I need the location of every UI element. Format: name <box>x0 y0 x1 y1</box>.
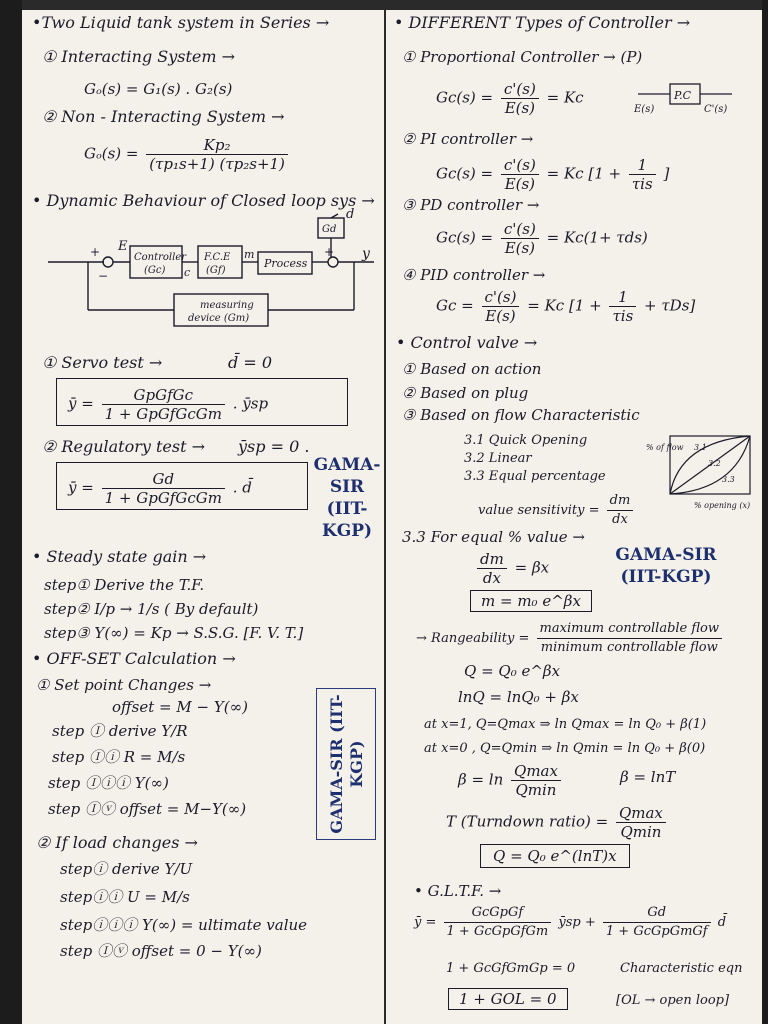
pd-label: ③ PD controller → <box>402 196 540 214</box>
eq-tail: + τDs] <box>644 296 696 315</box>
numerator: c'(s) <box>501 220 539 239</box>
load-step-3: stepⓘⓘⓘ Y(∞) = ultimate value <box>60 916 308 934</box>
watermark-stamp-right <box>606 544 726 588</box>
gltf-title: • G.L.T.F. → <box>414 882 502 900</box>
p-block-out: C'(s) <box>704 104 728 115</box>
curve-33: 3.3 <box>722 475 735 484</box>
cv-sub-31: 3.1 Quick Opening <box>464 433 588 448</box>
p-block-diagram <box>634 78 754 114</box>
fraction <box>102 470 225 507</box>
eq-mid: ȳsp + <box>558 915 596 930</box>
ssg-step-1: step① Derive the T.F. <box>44 576 205 594</box>
numerator: c'(s) <box>482 288 520 307</box>
denominator: E(s) <box>504 175 536 193</box>
graph-y-label: % of flow <box>646 443 684 452</box>
numerator: 1 <box>629 156 656 175</box>
numerator: Qmax <box>616 804 666 823</box>
stamp-line-2: (IIT-KGP) <box>321 499 373 541</box>
fraction-1 <box>444 904 552 941</box>
p-block-label: P.C <box>674 89 692 102</box>
denominator: Qmin <box>515 781 557 799</box>
eq-lhs: ȳ = <box>414 915 437 930</box>
eq-tail: d̄ <box>717 915 727 930</box>
at-x1: at x=1, Q=Qmax ⇒ ln Qmax = ln Q₀ + β(1) <box>424 717 707 732</box>
setpoint-step-4: step Ⓘⓥ offset = M−Y(∞) <box>48 800 247 818</box>
vertical-watermark-text: GAMA-SIR (IIT-KGP) <box>327 694 366 834</box>
char-box: 1 + GOL = 0 <box>448 988 568 1010</box>
pid-label: ④ PID controller → <box>402 266 546 284</box>
numerator: dm <box>607 492 634 511</box>
eq-rhs: = Kc [1 + <box>546 164 622 183</box>
denominator: 1 + GpGfGcGm <box>104 405 222 423</box>
load-step-4: step Ⓘⓥ offset = 0 − Y(∞) <box>60 942 262 960</box>
servo-eq <box>68 386 268 423</box>
process-block: Process <box>264 257 308 270</box>
fraction <box>501 220 539 257</box>
beta-rhs: β = lnT <box>620 768 676 786</box>
plus-sign-2: + <box>324 245 335 259</box>
vertical-watermark <box>316 688 376 840</box>
pid-eq <box>436 288 695 325</box>
eq-lhs: Gc(s) = <box>436 88 494 107</box>
top-edge <box>22 0 762 10</box>
denominator: 1 + GcGpGfGm <box>446 924 549 939</box>
stamp-line-2: (IIT-KGP) <box>620 567 712 587</box>
rangeability <box>416 620 725 657</box>
eq-lhs: Gc(s) = <box>436 164 494 183</box>
fce-sub: (Gf) <box>206 265 226 276</box>
d-label: d <box>346 207 355 222</box>
denominator: (τp₁s+1) (τp₂s+1) <box>149 155 285 173</box>
c-label: c <box>184 266 191 279</box>
eq-rhs: = Kc [1 + <box>527 296 602 315</box>
q-eq: Q = Q₀ e^βx <box>464 662 561 680</box>
servo-label: ① Servo test → <box>42 353 163 372</box>
p-label: ① Proportional Controller → (P) <box>402 48 643 66</box>
denominator: 1 + GpGfGcGm <box>104 489 222 507</box>
controller-types-title: • DIFFERENT Types of Controller → <box>394 13 691 32</box>
fraction-2 <box>603 904 711 941</box>
valve-sensitivity <box>478 492 636 529</box>
fraction <box>482 288 520 325</box>
controller-sub: (Gc) <box>144 265 166 276</box>
denominator: E(s) <box>485 307 516 325</box>
numerator: maximum controllable flow <box>537 620 722 639</box>
char-label: Characteristic eqn <box>620 961 743 976</box>
fraction <box>102 386 225 423</box>
offset-title: • OFF-SET Calculation → <box>32 649 236 668</box>
setpoint-step-3: step Ⓘⓘⓘ Y(∞) <box>48 774 169 792</box>
plus-sign: + <box>90 245 101 259</box>
fraction <box>537 620 722 657</box>
fraction <box>607 492 634 529</box>
numerator: Kp₂ <box>146 136 288 155</box>
watermark-stamp <box>304 454 390 542</box>
controller-block: Controller <box>134 252 187 263</box>
notes-page <box>22 0 762 1024</box>
setpoint-step-2: step Ⓘⓘ R = M/s <box>52 748 186 766</box>
y-label: y <box>362 246 370 262</box>
denominator: dx <box>612 512 628 527</box>
numerator: Gd <box>603 904 711 923</box>
noninteracting-label: ② Non - Interacting System → <box>42 107 285 126</box>
numerator: c'(s) <box>501 156 539 175</box>
m-label: m <box>244 248 255 261</box>
at-x0: at x=0 , Q=Qmin ⇒ ln Qmin = ln Q₀ + β(0) <box>424 741 706 756</box>
numerator: c'(s) <box>501 80 539 99</box>
pi-eq <box>436 156 669 193</box>
fce-block: F.C.E <box>204 252 231 263</box>
measuring-sub: device (Gm) <box>188 313 250 324</box>
series-title: •Two Liquid tank system in Series → <box>32 13 330 32</box>
eq-rhs: = Kc <box>546 88 584 107</box>
open-loop-note: [OL → open loop] <box>616 993 730 1008</box>
stamp-line-1: GAMA-SIR <box>615 545 717 565</box>
e-label: E <box>118 239 128 254</box>
p-eq <box>436 80 584 117</box>
eq-lhs: Gc(s) = <box>436 228 494 247</box>
pi-label: ② PI controller → <box>402 130 534 148</box>
eqp-box: m = m₀ e^βx <box>470 590 592 612</box>
vs-label: value sensitivity = <box>478 503 600 518</box>
setpoint-title: ① Set point Changes → <box>36 676 212 694</box>
eq-tail: . d̄ <box>232 478 252 497</box>
fraction <box>511 762 561 799</box>
lnq-eq: lnQ = lnQ₀ + βx <box>458 688 579 706</box>
closed-loop-diagram <box>28 207 380 334</box>
eqp-title: 3.3 For equal % value → <box>402 528 585 546</box>
regulatory-cond: ȳsp = 0 . <box>238 437 310 456</box>
char-eq: 1 + GcGfGmGp = 0 <box>446 961 576 976</box>
fraction <box>501 156 539 193</box>
eqp-eq <box>474 550 549 587</box>
cv-item-3: ③ Based on flow Characteristic <box>402 406 640 424</box>
stamp-line-1: GAMA-SIR <box>313 455 381 497</box>
eq-rhs: = βx <box>514 558 550 577</box>
fraction <box>501 80 539 117</box>
eq-close: ] <box>663 164 670 183</box>
cv-item-2: ② Based on plug <box>402 384 529 402</box>
fraction-inner <box>609 288 636 325</box>
servo-cond: d̄ = 0 <box>228 353 272 372</box>
curve-32: 3.2 <box>708 459 721 468</box>
fraction-inner <box>629 156 656 193</box>
ssg-step-2: step② I/p → 1/s ( By default) <box>44 600 259 618</box>
load-block: Gd <box>322 224 337 235</box>
ssg-title: • Steady state gain → <box>32 547 207 566</box>
setpoint-step-1: step Ⓘ derive Y/R <box>52 722 188 740</box>
denominator: dx <box>482 569 501 587</box>
beta-eq <box>458 762 564 799</box>
eq-lhs: T (Turndown ratio) = <box>446 812 609 831</box>
eq-lhs: Gₒ(s) = <box>84 144 139 163</box>
load-step-1: stepⓘ derive Y/U <box>60 860 193 878</box>
load-title: ② If load changes → <box>36 833 198 852</box>
ssg-step-3: step③ Y(∞) = Kp → S.S.G. [F. V. T.] <box>44 624 304 642</box>
numerator: dm <box>477 550 507 569</box>
control-valve-title: • Control valve → <box>396 333 538 352</box>
setpoint-offset: offset = M − Y(∞) <box>112 698 248 716</box>
interacting-eq: Gₒ(s) = G₁(s) . G₂(s) <box>84 80 233 98</box>
eq-rhs: = Kc(1+ τds) <box>546 228 648 247</box>
denominator: E(s) <box>504 99 536 117</box>
fraction <box>477 550 507 587</box>
rang-label: → Rangeability = <box>416 631 530 646</box>
cv-item-1: ① Based on action <box>402 360 542 378</box>
pd-eq <box>436 220 648 257</box>
minus-sign: − <box>98 269 109 283</box>
denominator: τis <box>631 175 653 193</box>
eq-tail: . ȳsp <box>232 394 269 413</box>
fraction <box>616 804 666 841</box>
eq-lhs: Gc = <box>436 296 474 315</box>
curve-31: 3.1 <box>694 443 707 452</box>
eq-lhs: ȳ = <box>68 394 94 413</box>
graph-x-label: % opening (x) <box>694 501 751 510</box>
numerator: GpGfGc <box>102 386 225 405</box>
q-box: Q = Q₀ e^(lnT)x <box>480 844 630 868</box>
cv-sub-32: 3.2 Linear <box>464 451 532 466</box>
interacting-label: ① Interacting System → <box>42 47 236 66</box>
regulatory-eq <box>68 470 252 507</box>
denominator: minimum controllable flow <box>540 640 718 655</box>
noninteracting-eq <box>84 136 291 173</box>
denominator: 1 + GcGpGmGf <box>605 924 708 939</box>
p-block-in: E(s) <box>634 104 655 115</box>
denominator: τis <box>612 307 634 325</box>
load-step-2: stepⓘⓘ U = M/s <box>60 888 190 906</box>
closed-loop-title: • Dynamic Behaviour of Closed loop sys → <box>32 191 375 210</box>
cv-sub-33: 3.3 Equal percentage <box>464 469 606 484</box>
denominator: E(s) <box>504 239 536 257</box>
numerator: Qmax <box>511 762 561 781</box>
fraction <box>146 136 288 173</box>
numerator: Gd <box>102 470 225 489</box>
numerator: 1 <box>609 288 636 307</box>
regulatory-label: ② Regulatory test → <box>42 437 206 456</box>
eq-lhs: ȳ = <box>68 478 94 497</box>
measuring-block: measuring <box>200 300 254 311</box>
numerator: GcGpGf <box>444 904 552 923</box>
gltf-eq <box>414 904 726 941</box>
flow-characteristic-graph <box>646 432 760 512</box>
denominator: Qmin <box>620 823 662 841</box>
turndown-eq <box>446 804 669 841</box>
eq-lhs: β = ln <box>458 770 504 789</box>
